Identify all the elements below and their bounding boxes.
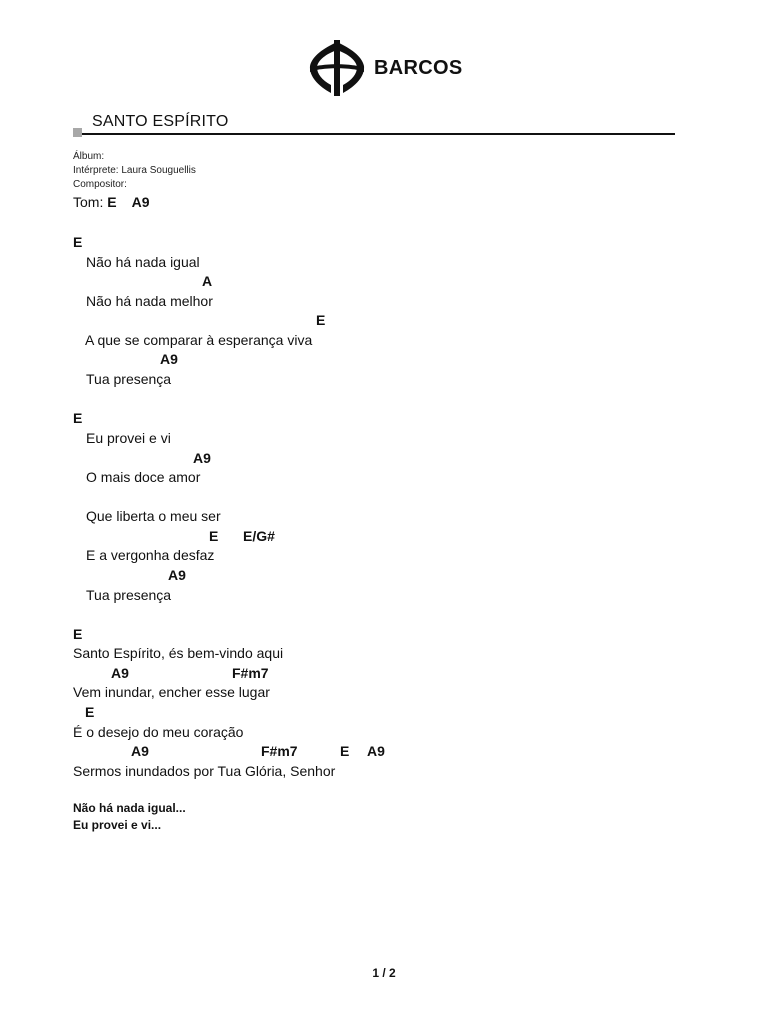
lyric-line: A que se comparar à esperança viva — [85, 332, 313, 348]
brand-logo — [306, 38, 462, 98]
chord: E — [340, 743, 350, 759]
chord: E — [73, 234, 83, 250]
page-number: 1 / 2 — [372, 966, 396, 980]
lyric-line: Santo Espírito, és bem-vindo aqui — [73, 645, 284, 661]
chord: E — [209, 528, 219, 544]
lyric-line: Não há nada igual — [86, 254, 200, 270]
lyric-line: Não há nada melhor — [86, 293, 213, 309]
lyric-line: E a vergonha desfaz — [86, 547, 215, 563]
lyric-line: Sermos inundados por Tua Glória, Senhor — [73, 763, 336, 779]
lyric-line: Tua presença — [86, 587, 172, 603]
chord: F#m7 — [232, 665, 269, 681]
chord: E — [85, 704, 95, 720]
brand-name: BARCOS — [374, 56, 463, 79]
chord: A9 — [160, 351, 178, 367]
chord: A9 — [168, 567, 186, 583]
key-value: E A9 — [107, 194, 150, 210]
lyric-line: Eu provei e vi — [86, 430, 171, 446]
key-label: Tom: — [73, 194, 104, 210]
chord: E — [73, 626, 83, 642]
chord: A9 — [367, 743, 385, 759]
chord: A9 — [131, 743, 149, 759]
barcos-anchor-shield-icon — [306, 38, 368, 98]
lyric-line: O mais doce amor — [86, 469, 201, 485]
lyric-line: Que liberta o meu ser — [86, 508, 221, 524]
performer-label: Intérprete: Laura Souguellis — [73, 165, 196, 176]
song-key — [73, 194, 150, 210]
lyric-line: Vem inundar, encher esse lugar — [73, 684, 270, 700]
song-title: SANTO ESPÍRITO — [92, 113, 229, 130]
title-divider — [82, 133, 675, 135]
chord: E — [73, 410, 83, 426]
repeat-note: Não há nada igual... — [73, 801, 186, 815]
composer-label: Compositor: — [73, 179, 127, 190]
lyric-line: Tua presença — [86, 371, 172, 387]
chord: F#m7 — [261, 743, 298, 759]
album-label: Álbum: — [73, 151, 105, 162]
chord: E — [316, 312, 326, 328]
chord: A — [202, 273, 213, 289]
chord: A9 — [193, 450, 211, 466]
repeat-note: Eu provei e vi... — [73, 818, 162, 832]
lyric-line: É o desejo do meu coração — [73, 724, 244, 740]
title-marker — [73, 128, 82, 137]
chord: E/G# — [243, 528, 275, 544]
chord: A9 — [111, 665, 129, 681]
